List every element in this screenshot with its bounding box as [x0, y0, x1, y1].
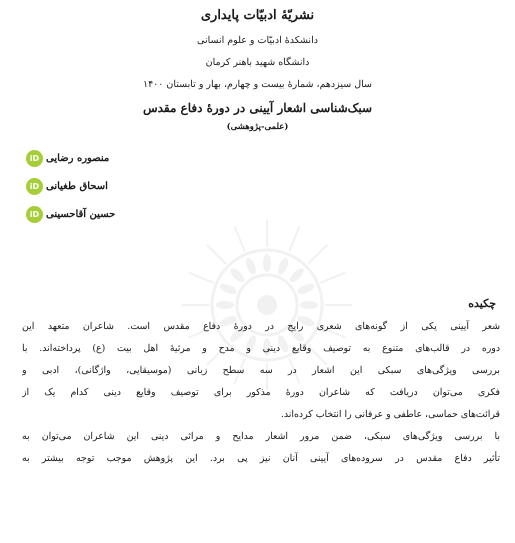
- author-item: [26, 204, 115, 224]
- author-name: منصوره رضایی: [46, 152, 110, 164]
- article-title: سبک‌شناسی اشعار آیینی در دورهٔ دفاع مقدس: [142, 101, 373, 115]
- university-name: دانشگاه شهید باهنر کرمان: [205, 57, 310, 68]
- abstract-line: با بررسی ویژگی‌های سبکی، ضمن مرور اشعار مدایح و مراثی دینی این شاعران می‌توان به: [22, 431, 500, 442]
- abstract-line: قرائت‌های حماسی، عاطفی و عرفانی را انتخاب کرده‌اند.: [280, 409, 500, 420]
- abstract-line: بررسی ویژگی‌های سبکی این اشعار در سه سطح زبانی (موسیقایی، واژگانی)، ادبی و: [22, 365, 500, 376]
- abstract-heading: چکیده: [468, 297, 496, 310]
- abstract-line: تأثیر دفاع مقدس در سروده‌های آیینی آنان نیز پی برد. این پژوهش موجب توجه بیشتر به: [22, 453, 500, 464]
- orcid-icon[interactable]: iD: [26, 206, 43, 223]
- author-item: [26, 148, 109, 168]
- journal-name: نشریّهٔ ادبیّات پایداری: [200, 8, 315, 23]
- article-type: (علمی-پژوهشی): [226, 122, 289, 132]
- orcid-icon[interactable]: iD: [26, 150, 43, 167]
- abstract-body: [22, 316, 500, 470]
- faculty-name: دانشکدهٔ ادبیّات و علوم انسانی: [197, 35, 318, 46]
- abstract-line: دوره در قالب‌های متنوع به توصیف وقایع دینی و مدح و مرثیهٔ اهل بیت (ع) پرداخته‌اند. با: [22, 343, 500, 354]
- author-name: حسین آقاحسینی: [46, 208, 116, 220]
- issue-info: سال سیزدهم، شمارهٔ بیست و چهارم، بهار و تابستان ۱۴۰۰: [142, 79, 373, 90]
- abstract-line: فکری می‌توان دریافت که شاعران دورهٔ مذکور برای توصیف وقایع دینی کدام یک از: [22, 387, 500, 398]
- orcid-icon[interactable]: iD: [26, 178, 43, 195]
- author-item: [26, 176, 108, 196]
- author-name: اسحاق طغیانی: [46, 180, 108, 192]
- abstract-line: شعر آیینی یکی از گونه‌های شعری رایج در دورهٔ دفاع مقدس است. شاعران متعهد این: [22, 321, 500, 332]
